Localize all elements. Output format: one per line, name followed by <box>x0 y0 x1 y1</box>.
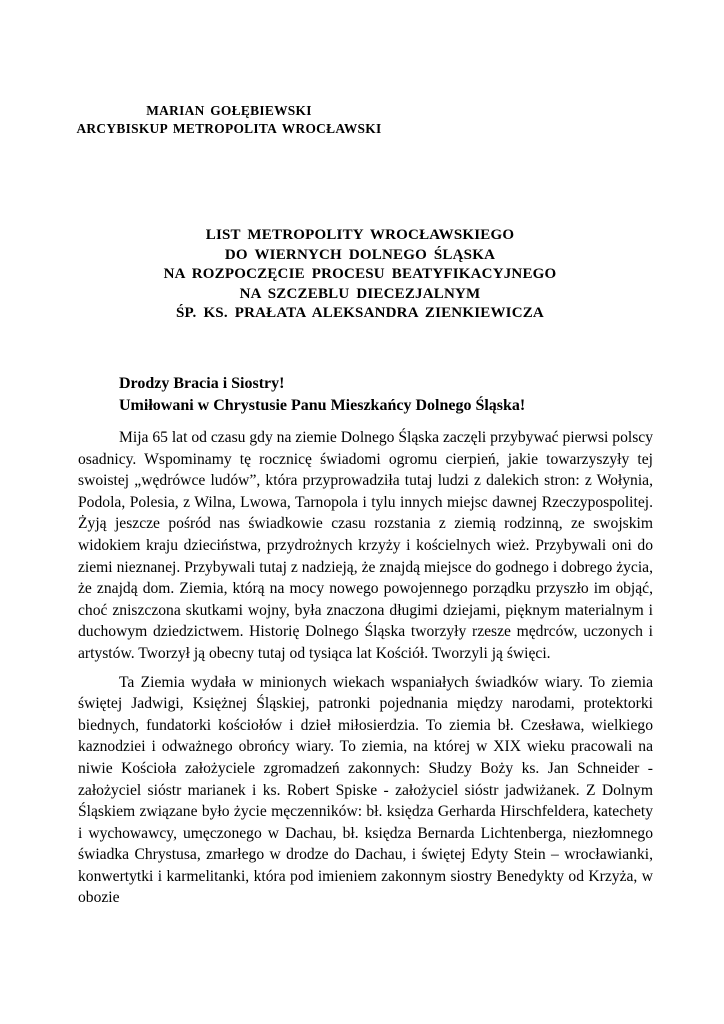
body-paragraph: Mija 65 lat od czasu gdy na ziemie Dolnego Śląska zaczęli przybywać pierwsi polscy osadnicy. Wspominamy tę rocznicę świadomi ogromu cierpień, jakie towarzyszyły tej swoistej „wędrówce ludów”, która przyprowadziła tutaj ludzi z dalekich stron: z Wołynia, Podola, Polesia, z Wilna, Lwowa, Tarnopola i tylu innych miejsc dawnej Rzeczypospolitej. Żyją jeszcze pośród nas świadkowie czasu rozstania z ziemią rodzinną, ze swojskim widokiem kraju dzieciństwa, przydrożnych krzyży i kościelnych wież. Przybywali oni do ziemi nieznanej. Przybywali tutaj z nadzieją, że znajdą miejsce do godnego i dobrego życia, że znajdą dom. Ziemia, którą na mocy nowego powojennego porządku przyszło im objąć, choć zniszczona skutkami wojny, była znaczona długimi dziejami, pięknym materialnym i duchowym dziedzictwem. Historię Dolnego Śląska tworzyły rzesze mędrców, uczonych i artystów. Tworzył ją obecny tutaj od tysiąca lat Kościół. Tworzyli ją święci. <box>78 429 653 662</box>
letter-title <box>100 226 620 324</box>
title-line: LIST METROPOLITY WROCŁAWSKIEGO <box>205 227 515 243</box>
author-block <box>64 102 394 138</box>
title-line: NA SZCZEBLU DIECEZJALNYM <box>239 285 481 302</box>
title-line: ŚP. KS. PRAŁATA ALEKSANDRA ZIENKIEWICZA <box>176 305 544 321</box>
greeting <box>119 373 639 417</box>
author-name: MARIAN GOŁĘBIEWSKI <box>146 103 312 118</box>
greeting-line: Umiłowani w Chrystusie Panu Mieszkańcy Dolnego Śląska! <box>119 397 526 414</box>
title-line: DO WIERNYCH DOLNEGO ŚLĄSKA <box>224 246 496 263</box>
greeting-line: Drodzy Bracia i Siostry! <box>119 375 285 392</box>
title-line: NA ROZPOCZĘCIE PROCESU BEATYFIKACYJNEGO <box>163 266 557 282</box>
author-title: ARCYBISKUP METROPOLITA WROCŁAWSKI <box>76 121 382 136</box>
letter-body <box>78 427 653 909</box>
body-paragraph: Ta Ziemia wydała w minionych wiekach wspaniałych świadków wiary. To ziemia świętej Jadwigi, Księżnej Śląskiej, patronki pojednania między narodami, protektorki biednych, fundatorki kościołów i dzieł miłosierdzia. To ziemia bł. Czesława, wielkiego kaznodziei i odważnego obrońcy wiary. To ziemia, na której w XIX wieku pracowali na niwie Kościoła założyciele zgromadzeń zakonnych: Słudzy Boży ks. Jan Schneider - założyciel sióstr marianek i ks. Robert Spiske - założyciel sióstr jadwiżanek. Z Dolnym Śląskiem związane było życie męczenników: bł. księdza Gerharda Hirschfeldera, katechety i wychowawcy, umęczonego w Dachau, bł. księdza Bernarda Lichtenberga, niezłomnego świadka Chrystusa, zmarłego w drodze do Dachau, i świętej Edyty Stein – wrocławianki, konwertytki i karmelitanki, która pod imieniem zakonnym siostry Benedykty od Krzyża, w obozie <box>78 673 653 907</box>
